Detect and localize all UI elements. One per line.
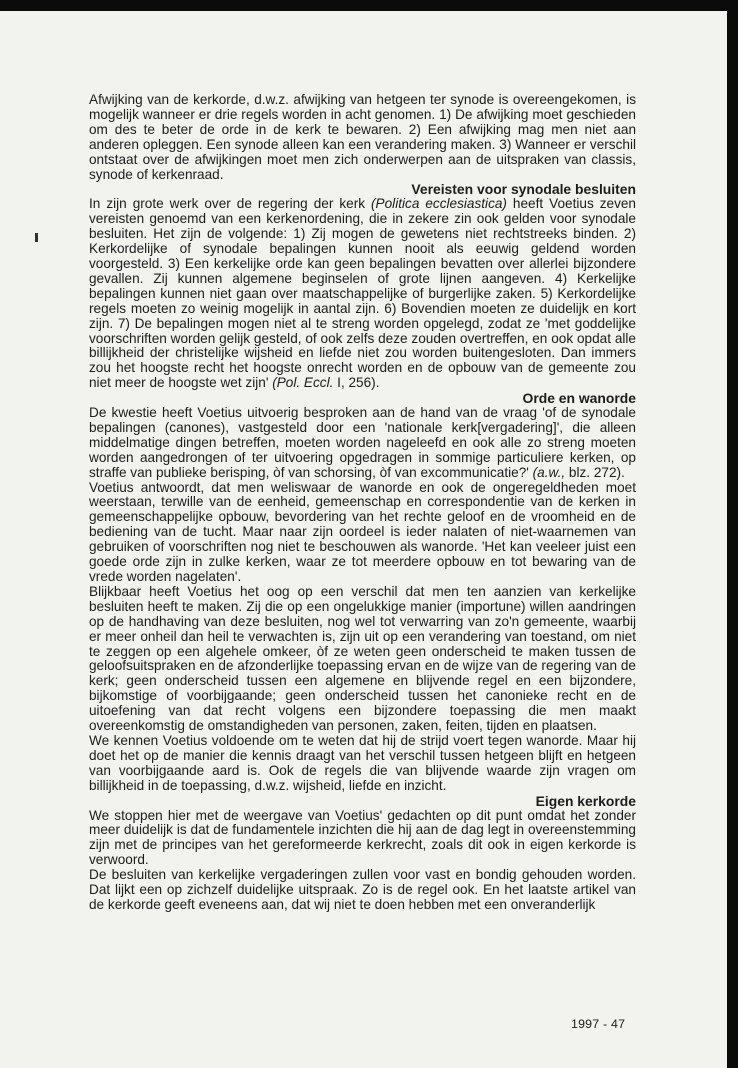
text-run: De kwestie heeft Voetius uitvoerig besproken aan de hand van de vraag 'of de synodale bepalingen (canones), vastgesteld door een 'nationale kerk[vergadering]', die alleen middelmatige dingen betreffen, moeten worden nageleefd en ook alle zo streng moeten worden aangedrongen of ter uitvoering opgedragen in sommige particuliere kerken, op straffe van publieke berisping, òf van schorsing, òf van excommunicatie?' xyxy=(89,405,636,480)
page-number: 1997 - 47 xyxy=(571,1017,626,1031)
text-run: In zijn grote werk over de regering der kerk xyxy=(89,196,372,212)
scan-top-border xyxy=(0,0,738,11)
heading-vereisten: Vereisten voor synodale besluiten xyxy=(411,181,636,198)
paragraph-antwoord: Voetius antwoordt, dat men weliswaar de wanorde en ook de ongeregeldheden moet weerstaan, terwille van de eenheid, gemeenschap en correspondentie van de kerken in gemeenschappelijke opbouw, bevordering van het rechte geloof en de vroomheid en de bediening van de tucht. Maar naar zijn oordeel is ieder nalaten of niet-waarnemen van gebruiken of voorschriften nog niet te beschouwen als wanorde. 'Het kan veeleer juist een goede orde zijn in zulke kerken, waar ze tot meerdere opbouw en tot bewaring van de vrede worden nagelaten'. xyxy=(89,479,636,584)
heading-orde-en-wanorde: Orde en wanorde xyxy=(522,390,636,407)
text-run: heeft Voetius zeven vereisten genoemd van een kerkenordening, die in zekere zin ook gelden voor synodale besluiten. Het zijn de volgende: 1) Zij mogen de gewetens niet rechtstreeks binden. 2) Kerkordelijke of synodale bepalingen kunnen nooit als eeuwig geldend worden voorgesteld. 3) Een kerkelijke orde kan geen bepalingen bevatten over allerlei bijzondere gevallen. Zij kunnen algemene beginselen of grote lijnen aangeven. 4) Kerkelijke bepalingen kunnen niet gaan over maatschappelijke of burgerlijke zaken. 5) Kerkordelijke regels moeten zo weinig mogelijk in aantal zijn. 6) Bovendien moeten ze duidelijk en kort zijn. 7) De bepalingen mogen niet al te streng worden opgelegd, zodat ze 'met goddelijke voorschriften worden gelijk gesteld, of ook zelfs deze zouden overtreffen, en ook opdat alle billijkheid der christelijke wijsheid en liefde niet zou worden buitengesloten. Dan immers zou het hoogste recht het hoogste onrecht worden en de opbouw van de gemeente zou niet meer de hoogste wet zijn' xyxy=(89,196,636,391)
citation-ref: (Pol. Eccl. xyxy=(272,375,334,391)
paragraph-strijd: We kennen Voetius voldoende om te weten dat hij de strijd voert tegen wanorde. Maar hij doet het op de manier die kennis draagt van het verschil tussen hetgeen blijft en hetgeen van voorbijgaande aard is. Ook de regels die van blijvende waarde zijn vragen om billijkheid in de toepassing, d.w.z. wijsheid, liefde en inzicht. xyxy=(89,732,636,793)
paragraph-weergave: We stoppen hier met de weergave van Voetius' gedachten op dit punt omdat het zonder meer duidelijk is dat de fundamentele inzichten die hij aan de dag legt in overeenstemming zijn met de principes van het gereformeerde kerkrecht, zoals dit ook in eigen kerkorde is verwoord. xyxy=(89,807,636,868)
heading-eigen-kerkorde: Eigen kerkorde xyxy=(535,792,636,809)
paragraph-verschil: Blijkbaar heeft Voetius het oog op een verschil dat men ten aanzien van kerkelijke besluiten heeft te maken. Zij die op een ongelukkige manier (importune) willen aandringen op de handhaving van deze besluiten, nog wel tot verwarring van zo'n gemeente, waarbij er meer onheil dan heil te verwachten is, zijn uit op een verandering van toestand, om niet te zeggen op een algehele omkeer, òf ze weten geen onderscheid te maken tussen de geloofsuitspraken en de afzonderlijke toepassing ervan en de wijze van de regering van de kerk; geen onderscheid tussen een algemene en blijvende regel en een bijzondere, bijkomstige of voorbijgaande; geen onderscheid tussen het canonieke recht en de uitoefening van dat recht volgens een bijzondere toepassing die men maakt overeenkomstig de omstandigheden van personen, zaken, feiten, tijden en plaatsen. xyxy=(89,583,636,734)
article-column xyxy=(89,93,636,913)
text-run: I, 256). xyxy=(333,375,380,391)
paragraph-besluiten: De besluiten van kerkelijke vergaderingen zullen voor vast en bondig gehouden worden. Dat lijkt een op zichzelf duidelijke uitspraak. Zo is de regel ook. En het laatste artikel van de kerkorde geeft eveneens aan, dat wij niet te doen hebben met een onveranderlijk xyxy=(89,867,636,912)
citation-ref: (a.w., xyxy=(532,464,566,480)
text-run: blz. 272). xyxy=(565,464,625,480)
scan-right-border xyxy=(727,0,738,1068)
scan-margin-mark xyxy=(35,233,38,242)
citation-title: (Politica ecclesiastica) xyxy=(371,196,507,212)
paragraph-kwestie xyxy=(89,406,636,481)
paragraph-afwijking: Afwijking van de kerkorde, d.w.z. afwijking van hetgeen ter synode is overeengekomen, is mogelijk wanneer er drie regels worden in acht genomen. 1) De afwijking moet geschieden om des te beter de orde in de kerk te bewaren. 2) Een afwijking mag men niet aan anderen opleggen. Een synode alleen kan een verandering maken. 3) Wanneer er verschil ontstaat over de afwijkingen moet men zich onderwerpen aan de uitspraken van classis, synode of kerkenraad. xyxy=(89,92,636,182)
paragraph-vereisten xyxy=(89,197,636,391)
